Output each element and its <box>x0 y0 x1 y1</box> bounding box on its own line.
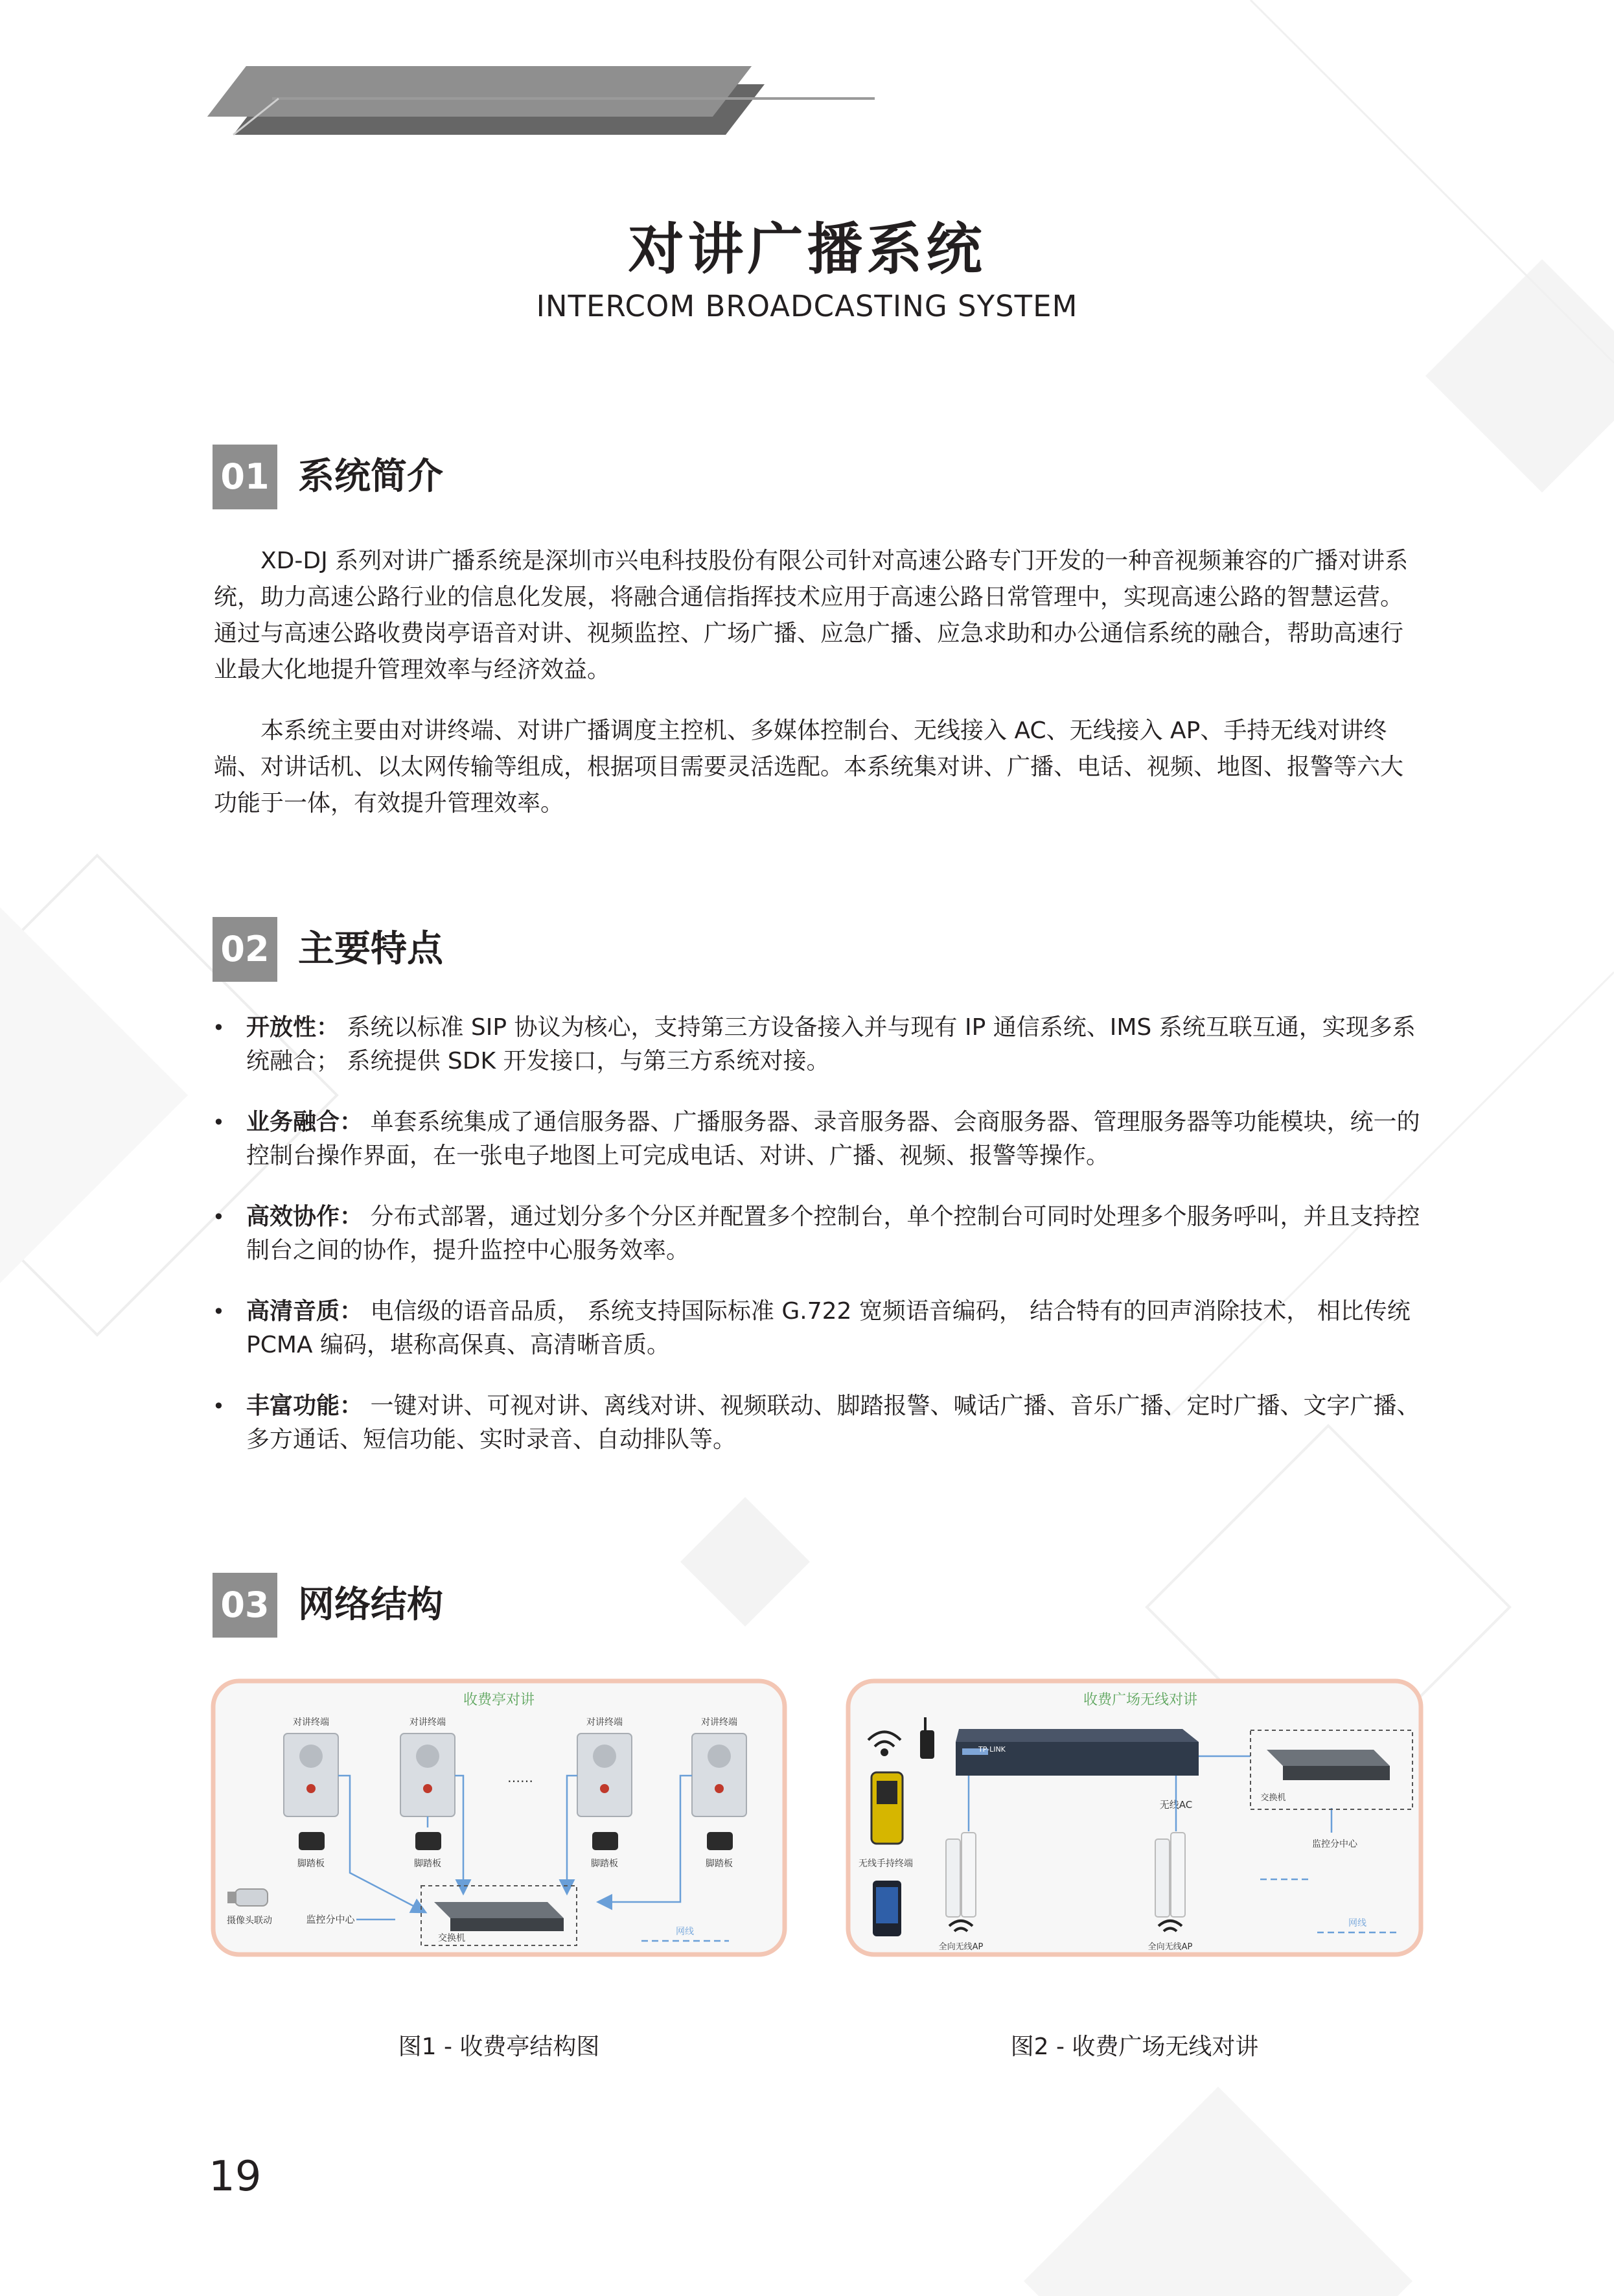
foot-pedal-icon <box>707 1832 733 1850</box>
bullet-icon: • <box>213 1394 225 1419</box>
terminal-label: 对讲终端 <box>701 1717 737 1728</box>
page-subtitle: INTERCOM BROADCASTING SYSTEM <box>536 289 1078 323</box>
bullet-icon: • <box>213 1015 225 1040</box>
feature-text: 一键对讲、可视对讲、离线对讲、视频联动、脚踏报警、喊话广播、音乐广播、定时广播、文字广播、多方通话、短信功能、实时录音、自动排队等。 <box>246 1393 1420 1453</box>
intro-paragraph-2: 本系统主要由对讲终端、对讲广播调度主控机、多媒体控制台、无线接入 AC、无线接入 AP、手持无线对讲终端、对讲话机、以太网传输等组成，根据项目需要灵活选配。本系统集对讲、广播、电话、视频、地图、报警等六大功能于一体，有效提升管理效率。 <box>214 717 1404 817</box>
access-point-2-icon <box>1155 1833 1185 1917</box>
feature-label: 高清音质： <box>246 1298 363 1325</box>
feature-label: 开放性： <box>246 1014 340 1041</box>
feature-text: 分布式部署，通过划分多个分区并配置多个控制台，单个控制台可同时处理多个服务呼叫，并且支持控制台之间的协作，提升监控中心服务效率。 <box>246 1203 1420 1264</box>
foot-pedal-icon <box>299 1832 325 1850</box>
figure-2-caption: 图2 - 收费广场无线对讲 <box>1010 2034 1259 2060</box>
diagram-frame <box>848 1681 1421 1954</box>
ap-label: 全向无线AP <box>938 1942 984 1952</box>
feature-text: 单套系统集成了通信服务器、广播服务器、录音服务器、会商服务器、管理服务器等功能模块，统一的控制台操作界面，在一张电子地图上可完成电话、对讲、广播、视频、报警等操作。 <box>246 1109 1420 1169</box>
switch-label: 交换机 <box>438 1933 465 1943</box>
terminal-label: 对讲终端 <box>409 1717 446 1728</box>
ellipsis: …… <box>507 1770 533 1785</box>
feature-text: 系统以标准 SIP 协议为核心，支持第三方设备接入并与现有 IP 通信系统、IMS 系统互联互通，实现多系统融合； 系统提供 SDK 开发接口，与第三方系统对接。 <box>246 1014 1416 1074</box>
network-cable-label: 网线 <box>676 1927 694 1937</box>
feature-item <box>209 1011 1427 1078</box>
figure-1-caption: 图1 - 收费亭结构图 <box>398 2034 600 2060</box>
access-point-1-icon <box>946 1833 976 1917</box>
feature-label: 丰富功能： <box>246 1393 363 1419</box>
bullet-icon: • <box>213 1110 225 1135</box>
foot-pedal-icon <box>592 1832 618 1850</box>
plaza-wireless-intercom-diagram <box>846 1678 1424 1957</box>
page-title: 对讲广播系统 <box>628 217 986 282</box>
section-number: 01 <box>213 445 277 509</box>
pedal-label: 脚踏板 <box>414 1859 441 1869</box>
monitor-center-label: 监控分中心 <box>306 1914 355 1925</box>
handheld-terminal-icon <box>871 1772 903 1844</box>
pedal-label: 脚踏板 <box>706 1859 733 1869</box>
pedal-label: 脚踏板 <box>297 1859 325 1869</box>
section-title: 网络结构 <box>298 1584 443 1626</box>
ac-label: 无线AC <box>1159 1799 1193 1811</box>
camera-label: 摄像头联动 <box>227 1916 272 1926</box>
feature-item <box>209 1295 1427 1362</box>
feature-label: 高效协作： <box>246 1203 363 1230</box>
feature-item <box>209 1200 1427 1268</box>
network-switch-icon <box>434 1902 564 1918</box>
section-number: 02 <box>213 917 277 982</box>
section-title: 系统简介 <box>298 456 443 498</box>
feature-text: 电信级的语音品质， 系统支持国际标准 G.722 宽频语音编码， 结合特有的回声消除技术， 相比传统 PCMA 编码，堪称高保真、高清晰音质。 <box>246 1298 1411 1358</box>
diagram-title: 收费亭对讲 <box>463 1692 535 1708</box>
bullet-icon: • <box>213 1205 225 1229</box>
intro-paragraph-1: XD-DJ 系列对讲广播系统是深圳市兴电科技股份有限公司针对高速公路专门开发的一种音视频兼容的广播对讲系统，助力高速公路行业的信息化发展，将融合通信指挥技术应用于高速公路日常管理中，实现高速公路的智慧运营。通过与高速公路收费岗亭语音对讲、视频监控、广场广播、应急广播、应急求助和办公通信系统的融合，帮助高速行业最大化地提升管理效率与经济效益。 <box>214 548 1409 683</box>
section-number: 03 <box>213 1573 277 1638</box>
page-number: 19 <box>209 2153 262 2201</box>
foot-pedal-icon <box>415 1832 441 1850</box>
tollbooth-intercom-diagram <box>211 1678 787 1957</box>
handheld-label: 无线手持终端 <box>859 1859 913 1869</box>
feature-label: 业务融合： <box>246 1109 363 1135</box>
bullet-icon: • <box>213 1299 225 1324</box>
feature-list <box>209 1011 1427 1484</box>
feature-item <box>209 1106 1427 1173</box>
network-switch-icon <box>1267 1750 1390 1766</box>
feature-item <box>209 1389 1427 1457</box>
terminal-label: 对讲终端 <box>293 1717 329 1728</box>
ap-label: 全向无线AP <box>1147 1942 1193 1952</box>
pedal-label: 脚踏板 <box>591 1859 618 1869</box>
diagram-title: 收费广场无线对讲 <box>1083 1692 1198 1708</box>
section-title: 主要特点 <box>298 928 443 970</box>
monitor-center-label: 监控分中心 <box>1312 1839 1357 1850</box>
terminal-label: 对讲终端 <box>586 1717 623 1728</box>
switch-label: 交换机 <box>1260 1793 1286 1803</box>
smartphone-icon <box>873 1881 901 1936</box>
brand-logo: TP-LINK <box>978 1745 1006 1754</box>
network-cable-label: 网线 <box>1348 1918 1366 1929</box>
header-decoration <box>207 58 894 143</box>
